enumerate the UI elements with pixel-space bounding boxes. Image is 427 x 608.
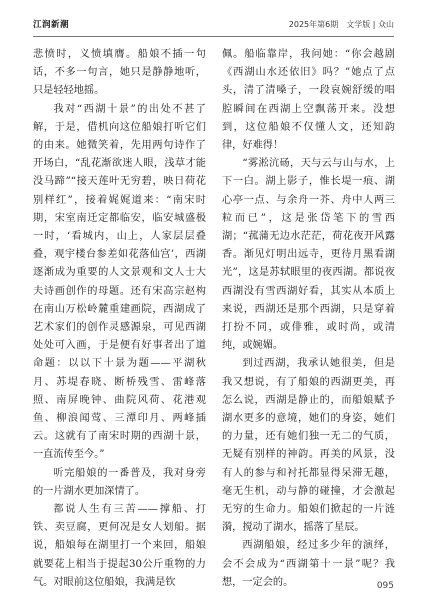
paragraph: “雾淞沆砀，天与云与山与水，上下一白。湖上影子，惟长堤一痕、湖心亭一点、与余舟一芥、舟中人两三粒而已”，这是张岱笔下的雪西湖；“菰蒲无边水茫茫，荷花夜开风露香。渐见灯明出远寺，更待月黑看湖光”，这是苏轼眼里的夜西湖。都说夜西湖没有雪西湖好看，其实从本质上来说，西湖还是那个西湖，只是穿着打扮不同，或俳雅，或时尚，或清纯，或婉媚。 (222, 158, 395, 352)
issue-info: 2025年第6期 文学版 | 众山 (288, 20, 394, 29)
paragraph: 佩。船临靠岸，我问她：“你会越剧《西湖山水还依旧》吗？”她点了点头，清了清嗓子，一段哀婉舒缓的唱腔瞬间在西湖上空飘荡开来。没想到，这位船娘不仅懂人文，还知韵律，好难得！ (222, 49, 395, 152)
header-rule (33, 36, 394, 37)
paragraph: 悲愤时，义愤填膺。船娘不插一句话，不多一句言，她只是静静地听，只是轻轻地摇。 (33, 49, 206, 97)
right-column (222, 46, 395, 592)
paragraph: 到过西湖，我承认她很美，但是我又想说，有了船娘的西湖更美，再怎么说，西湖是静止的，而船娘赋予湖水更多的意境，她们的身姿，她们的力量，还有她们独一无二的气质，无疑有别样的神韵。再美的风景，没有人的参与和衬托都显得呆滞无趣，毫无生机，动与静的碰撞，才会激起无穷的生命力。船娘们掀起的一片涟漪，搅动了湖水，摇落了星辰。 (222, 358, 395, 534)
paragraph: 我对“西湖十景”的出处不甚了解，于是，借机向这位船娘打听它们的由来。她微笑着，先用两句诗作了开场白，“乱花渐欲迷人眼，浅草才能没马蹄”“接天莲叶无穷碧，映日荷花别样红”，接着娓娓道来：“南宋时期，宋室南迁定都临安，临安城盛极一时，‘看城内，山上，人家层层叠叠，观宇楼台参差如花落仙宫’，西湖逐渐成为重要的人文景观和文人士大夫诗画创作的母题。还有宋高宗赵构在南山万松岭麓重建画院，西湖成了艺术家们的创作灵感源泉，可见西湖处处可入画，于是便有好事者出了道命题：以以下十景为题——平湖秋月、苏堤春晓、断桥残雪、雷峰落照、南屏晚钟、曲院风荷、花港观鱼、柳浪闻莺、三潭印月、两峰插云。这就有了南宋时期的西湖十景，一直流传至今。” (33, 103, 206, 461)
paragraph: 都说人生有三苦——撑船、打铁、卖豆腐，更何况是女人划船。据说，船娘每在湖里打一个来回，船娘就要花上相当于提起30公斤重物的力气。对眼前这位船娘，我满是钦 (33, 504, 206, 588)
magazine-brand: 江润新潮 (33, 20, 70, 30)
paragraph: 西湖船娘，经过多少年的演绎，会不会成为“西湖第十一景”呢？我想，一定会的。 (222, 540, 395, 588)
left-column (33, 46, 206, 592)
paragraph: 听完船娘的一番普及，我对身旁的一片湖水更加深情了。 (33, 467, 206, 497)
page-number: 095 (376, 581, 394, 591)
page-header (33, 18, 394, 34)
